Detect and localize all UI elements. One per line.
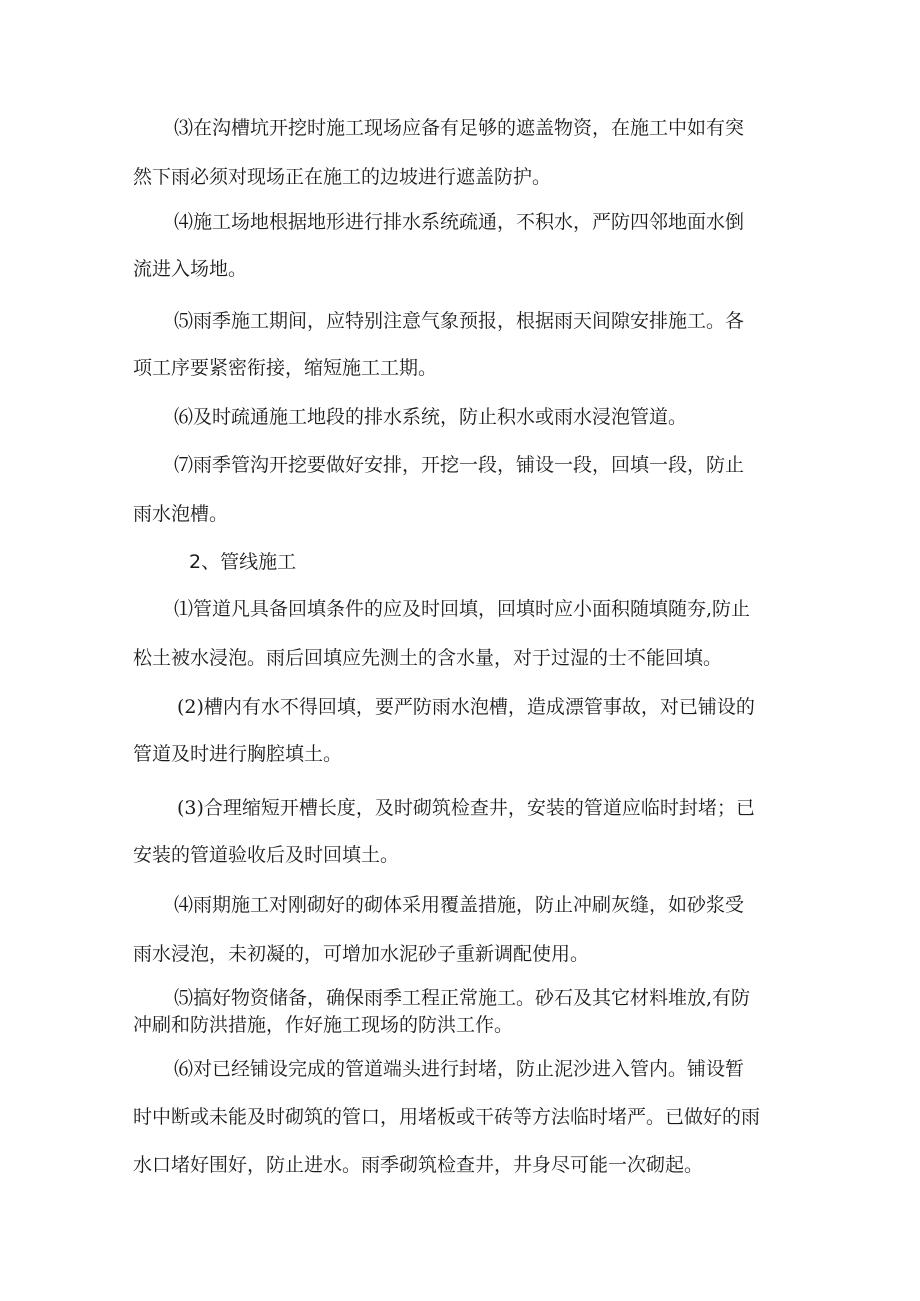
text-line: ⑹对已经铺设完成的管道端头进行封堵，防止泥沙进入管内。铺设暂 <box>174 1058 745 1080</box>
text-line: 管道及时进行胸腔填土。 <box>133 743 343 765</box>
text-line: 时中断或未能及时砌筑的管口，用堵板或干砖等方法临时堵严。已做好的雨 <box>133 1106 761 1128</box>
text-line: ⑹及时疏通施工地段的排水系统，防止积水或雨水浸泡管道。 <box>174 406 688 428</box>
text-line: ⑷施工场地根据地形进行排水系统疏通，不积水，严防四邻地面水倒 <box>174 211 745 233</box>
text-line: 松土被水浸泡。雨后回填应先测土的含水量，对于过湿的士不能回填。 <box>133 647 723 669</box>
text-line: 冲刷和防洪措施，作好施工现场的防洪工作。 <box>133 1014 514 1036</box>
text-line: ⑴管道凡具备回填条件的应及时回填，回填时应小面积随填随夯,防止 <box>174 598 751 620</box>
text-line: 安装的管道验收后及时回填土。 <box>133 844 400 866</box>
text-line: 水口堵好围好，防止进水。雨季砌筑检查井，井身尽可能一次砌起。 <box>133 1154 704 1176</box>
text-line: ⑸雨季施工期间，应特别注意气象预报，根据雨天间隙安排施工。各 <box>174 310 745 332</box>
text-line: 雨水泡槽。 <box>133 503 229 525</box>
text-line: 流进入场地。 <box>133 258 248 280</box>
text-line: ⑸搞好物资储备，确保雨季工程正常施工。砂石及其它材料堆放,有防 <box>174 987 751 1009</box>
text-line: 雨水浸泡，未初凝的，可增加水泥砂子重新调配使用。 <box>133 943 590 965</box>
text-line: ⑷雨期施工对刚砌好的砌体采用覆盖措施，防止冲刷灰缝，如砂浆受 <box>174 894 745 916</box>
section-title: 2、管线施工 <box>189 551 297 573</box>
text-line: 然下雨必须对现场正在施工的边坡进行遮盖防护。 <box>133 166 552 188</box>
text-line: (3)合理缩短开槽长度，及时砌筑检查井，安装的管道应临时封堵；已 <box>177 797 755 819</box>
text-line: ⑺雨季管沟开挖要做好安排，开挖一段，铺设一段，回填一段，防止 <box>174 454 745 476</box>
text-line: (2)槽内有水不得回填，要严防雨水泡槽，造成漂管事故，对已铺设的 <box>177 696 755 718</box>
text-line: ⑶在沟槽坑开挖时施工现场应备有足够的遮盖物资，在施工中如有突 <box>174 117 745 139</box>
text-line: 项工序要紧密衔接，缩短施工工期。 <box>133 357 438 379</box>
